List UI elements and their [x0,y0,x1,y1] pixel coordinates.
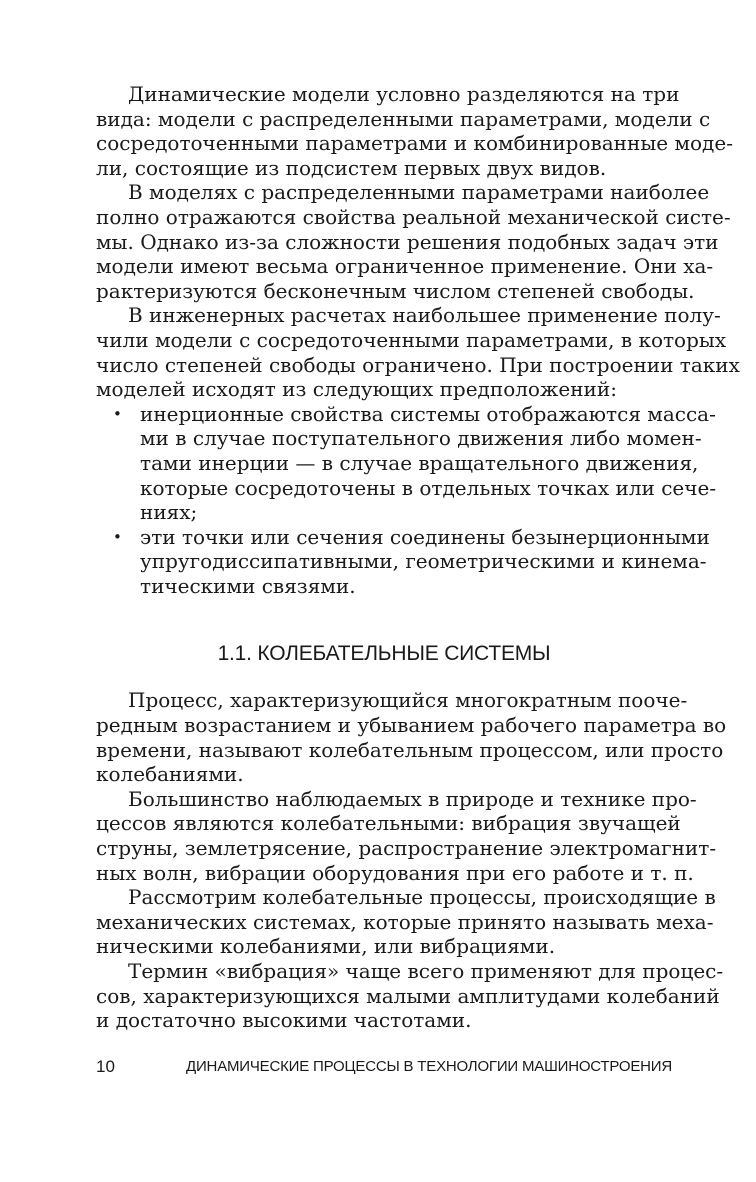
list-item [96,524,710,599]
text-line: и достаточно высокими частотами. [96,1008,472,1033]
text-line: времени, называют колебательным процессом, или просто [96,737,724,762]
page-footer [96,1056,672,1078]
text-line: струны, землетрясение, распространение электромагнит- [96,836,717,861]
page-body [96,82,740,1033]
text-line: чили модели с сосредоточенными параметрами, в которых [96,327,727,352]
intro-paragraphs [96,82,740,402]
text-line: которые сосредоточены в отдельных точках или сече- [140,475,717,500]
paragraph [96,180,731,303]
text-line: колебаниями. [96,762,244,787]
text-line: ми в случае поступательного движения либо момен- [140,426,702,451]
text-line: В моделях с распределенными параметрами наиболее [128,180,710,205]
bullet-icon: • [113,404,122,423]
text-line: ниях; [140,500,198,525]
running-title: ДИНАМИЧЕСКИЕ ПРОЦЕССЫ В ТЕХНОЛОГИИ МАШИНОСТРОЕНИЯ [186,1058,672,1075]
text-line: ли, состоящие из подсистем первых двух видов. [96,155,607,180]
text-line: цессов являются колебательными: вибрация звучащей [96,811,681,836]
paragraph [96,786,717,885]
text-line: Рассмотрим колебательные процессы, происходящие в [128,885,716,910]
text-line: ническими колебаниями, или вибрациями. [96,934,556,959]
text-line: ных волн, вибрации оборудования при его работе и т. п. [96,860,694,885]
text-line: редным возрастанием и убыванием рабочего параметра во [96,713,727,738]
paragraph [96,303,740,402]
text-line: моделей исходят из следующих предположений: [96,377,617,402]
text-line: сов, характеризующихся малыми амплитудами колебаний [96,983,720,1008]
text-line: тическими связями. [140,573,356,598]
text-line: упругодиссипативными, геометрическими и кинема- [140,549,707,574]
text-line: тами инерции — в случае вращательного движения, [140,450,699,475]
text-line: Большинство наблюдаемых в природе и технике про- [128,786,697,811]
text-line: эти точки или сечения соединены безынерционными [140,524,710,549]
text-line: Процесс, характеризующийся многократным пооче- [128,688,688,713]
section-paragraphs [96,688,727,1033]
text-line: число степеней свободы ограничено. При построении таких [96,352,740,377]
paragraph [96,885,716,959]
bullet-icon: • [113,527,122,546]
text-line: мы. Однако из-за сложности решения подобных задач эти [96,229,719,254]
paragraph [96,82,733,180]
paragraph [96,688,727,787]
text-line: инерционные свойства системы отображаются масса- [140,401,716,426]
text-line: сосредоточенными параметрами и комбинированные моде- [96,131,733,156]
text-line: В инженерных расчетах наибольшее применение полу- [128,303,721,328]
text-line: модели имеют весьма ограниченное применение. Они ха- [96,254,714,279]
list-item [96,401,717,525]
paragraph [96,959,724,1033]
section-heading: 1.1. КОЛЕБАТЕЛЬНЫЕ СИСТЕМЫ [217,642,551,666]
text-line: Термин «вибрация» чаще всего применяют для процес- [128,959,724,983]
assumption-list [96,401,717,599]
text-line: рактеризуются бесконечным числом степеней свободы. [96,278,695,303]
text-line: полно отражаются свойства реальной механической систе- [96,204,731,229]
text-line: Динамические модели условно разделяются на три [128,82,680,106]
text-line: вида: модели с распределенными параметрами, модели с [96,106,711,131]
page-number: 10 [96,1057,115,1076]
text-line: механических системах, которые принято называть меха- [96,909,714,934]
